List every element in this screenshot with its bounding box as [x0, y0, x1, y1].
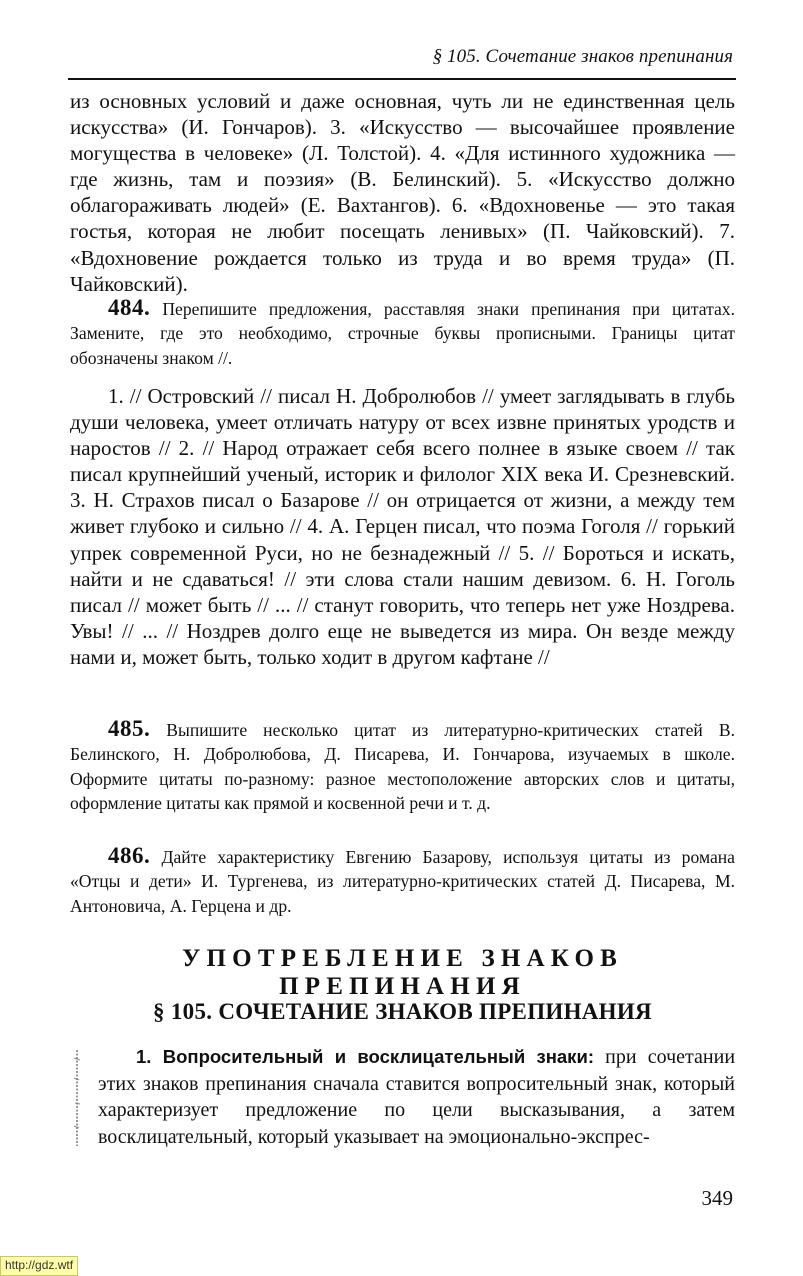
page-number: 349	[701, 1186, 733, 1210]
exercise-485-task	[70, 717, 735, 815]
section-title: УПОТРЕБЛЕНИЕ ЗНАКОВ ПРЕПИНАНИЯ	[181, 945, 623, 1000]
exercise-484-body: 1. // Островский // писал Н. Добролюбов // умеет заглядывать в глубь души человека, умеет отличать натуру от всех извне принятых уродств и наростов // 2. // Народ отражает себя всего полнее в языке своем // так писал крупнейший ученый, историк и филолог XIX века И. Срезневский. 3. Н. Страхов писал о Базарове // он отрицается от жизни, а между тем живет глубоко и сильно // 4. А. Герцен писал, что поэма Гоголя // горький упрек современной Руси, но не безнадежный // 5. // Бороться и искать, найти и не сдаваться! // эти слова стали нашим девизом. 6. Н. Гоголь писал // может быть // ... // станут говорить, что теперь нет уже Ноздрева. Увы! // ... // Ноздрев долго еще не выведется из мира. Он везде между нами и, может быть, только ходит в другом кафтане //	[70, 384, 735, 669]
exercise-485	[70, 717, 735, 815]
rule-lead: 1. Вопросительный и восклицательный знаки:	[136, 1046, 594, 1067]
paragraph-title: § 105. СОЧЕТАНИЕ ЗНАКОВ ПРЕПИНАНИЯ	[153, 999, 652, 1024]
exercise-486-task	[70, 844, 735, 918]
exercise-484-task	[70, 296, 735, 370]
exercise-task-text: Перепишите предложения, расставляя знаки препинания при цитатах. Замените, где это необходимо, строчные буквы прописными. Границы цитат обозначены знаком //.	[70, 299, 735, 368]
exercise-task-text: Дайте характеристику Евгению Базарову, используя цитаты из романа «Отцы и дети» И. Тургенева, из литературно-критических статей Д. Писарева, М. Антоновича, А. Герцена и др.	[70, 847, 735, 916]
exercise-number: 485.	[108, 716, 151, 741]
exercise-number: 486.	[108, 843, 151, 868]
header-rule	[68, 78, 736, 80]
rule-text: при сочетании этих знаков препинания сначала ставится вопросительный знак, который характеризует предложение по цели высказывания, а затем восклицательный, который указывает на эмоционально-экспрес-	[98, 1046, 736, 1148]
watermark-link[interactable]: http://gdz.wtf	[0, 1256, 78, 1276]
continuation-paragraph: из основных условий и даже основная, чуть ли не единственная цель искусства» (И. Гончаров). 3. «Искусство — высочайшее проявление могущества в человеке» (Л. Толстой). 4. «Для истинного художника — где жизнь, там и поэзия» (В. Белинский). 5. «Искусство должно облагораживать людей» (Е. Вахтангов). 6. «Вдохновенье — это такая гостья, которая не любит посещать ленивых» (П. Чайковский). 7. «Вдохновение рождается только из труда и во время труда» (П. Чайковский).	[70, 89, 735, 296]
rule-paragraph	[98, 1044, 735, 1150]
margin-scribble-icon	[72, 1048, 82, 1148]
rule-text-paragraph	[98, 1044, 735, 1150]
exercise-484-sentences	[70, 383, 735, 670]
running-header: § 105. Сочетание знаков препинания	[432, 46, 733, 67]
exercise-486	[70, 844, 735, 918]
continuation-text	[70, 88, 735, 297]
exercise-484	[70, 296, 735, 370]
exercise-task-text: Выпишите несколько цитат из литературно-критических статей В. Белинского, Н. Добролюбова, Д. Писарева, И. Гончарова, изучаемых в школе. Оформите цитаты по-разному: разное местоположение авторских слов и цитаты, оформление цитаты как прямой и косвенной речи и т. д.	[70, 720, 735, 813]
exercise-number: 484.	[108, 295, 151, 320]
